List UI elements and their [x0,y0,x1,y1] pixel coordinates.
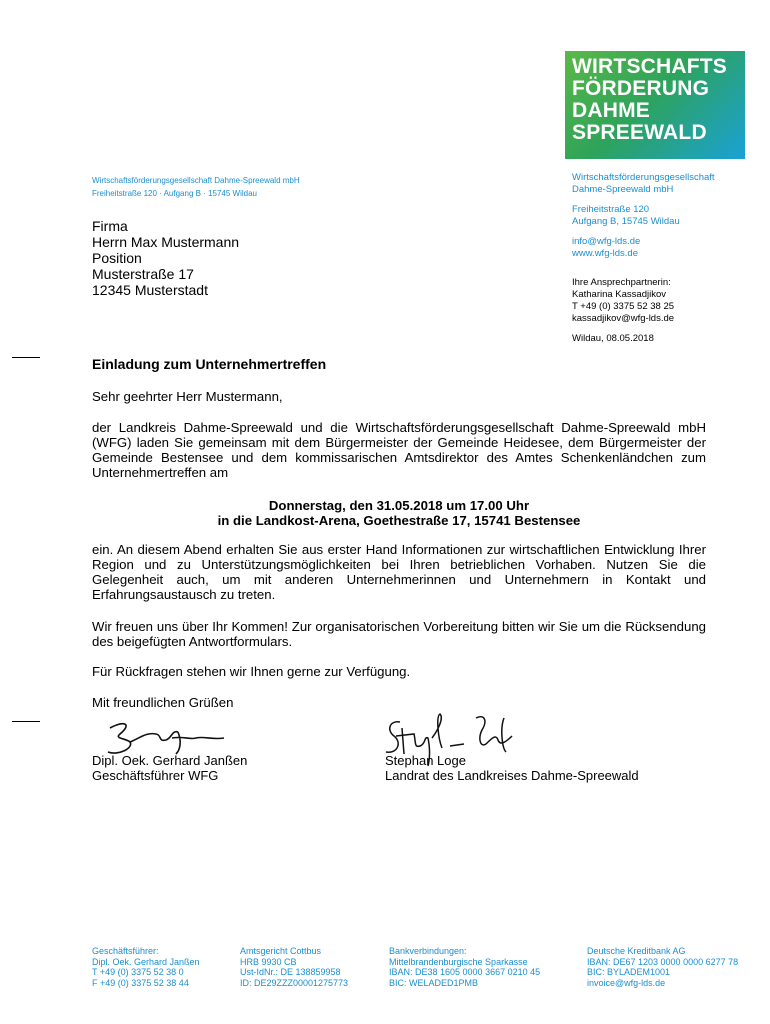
org-name-line2: Dahme-Spreewald mbH [572,184,674,195]
recipient-line: Musterstraße 17 [92,266,194,282]
footer-line: Amtsgericht Cottbus [240,946,322,956]
fold-mark [12,357,40,358]
fold-mark [12,721,40,722]
event-details [92,498,706,528]
event-date: Donnerstag, den 31.05.2018 um 17.00 Uhr [268,498,530,513]
footer-line: Mittelbrandenburgische Sparkasse [389,956,528,967]
org-website[interactable]: www.wfg-lds.de [572,248,638,259]
org-email[interactable]: info@wfg-lds.de [572,236,641,247]
sender-return-address [92,175,300,199]
body-paragraph: Für Rückfragen stehen wir Ihnen gerne zur Verfügung. [92,664,411,679]
logo-line: WIRTSCHAFTS [572,55,728,78]
footer-line: ID: DE29ZZZ00001275773 [240,977,349,988]
footer-line: Deutsche Kreditbank AG [587,946,686,956]
recipient-address [92,218,239,298]
sender-info-block [572,172,762,345]
signatory-name: Dipl. Oek. Gerhard Janßen [92,753,248,768]
footer-line: IBAN: DE38 1605 0000 3667 0210 45 [389,967,541,977]
footer-column-register [240,946,348,988]
footer-line: BIC: WELADED1PMB [389,977,479,988]
salutation: Sehr geehrter Herr Mustermann, [92,389,283,404]
contact-phone: T +49 (0) 3375 52 38 25 [572,301,675,312]
footer-line: Geschäftsführer: [92,946,159,956]
body-paragraph: der Landkreis Dahme-Spreewald und die Wirtschaftsförderungsgesellschaft Dahme-Spreewald mbH (WFG) laden Sie gemeinsam mit dem Bürgermeister der Gemeinde Heidesee, dem Bürgermeister der Gemeinde Bestensee und dem kommissarischen Amtsdirektor des Amtes Schenkenländchen zum Unternehmertreffen am [92,420,706,480]
letter-date: Wildau, 08.05.2018 [572,333,654,344]
signatory-right [385,753,639,783]
recipient-line: Herrn Max Mustermann [92,234,240,250]
signatory-title: Landrat des Landkreises Dahme-Spreewald [385,768,639,783]
closing: Mit freundlichen Grüßen [92,695,234,710]
logo-line: FÖRDERUNG [572,77,710,100]
recipient-line: 12345 Musterstadt [92,282,208,298]
signatory-title: Geschäftsführer WFG [92,768,219,783]
footer-column-bank1 [389,946,540,988]
logo-line: SPREEWALD [572,121,707,144]
body-paragraph: ein. An diesem Abend erhalten Sie aus erster Hand Informationen zur wirtschaftlichen Entwicklung Ihrer Region und zu Unterstützungsmöglichkeiten bei Ihren betrieblichen Vorhaben. Nutzen Sie die Gelegenheit auch, um mit anderen Unternehmerinnen und Unternehmern in Kontakt und Erfahrungsaustausch zu treten. [92,542,706,602]
footer-line: IBAN: DE67 1203 0000 0000 6277 78 [587,956,739,967]
footer-line: F +49 (0) 3375 52 38 44 [92,977,189,988]
footer-line: Ust-IdNr.: DE 138859958 [240,967,341,977]
footer-line[interactable]: invoice@wfg-lds.de [587,977,666,988]
contact-email[interactable]: kassadjikov@wfg-lds.de [572,313,675,324]
footer-column-bank2 [587,946,738,988]
company-logo [565,51,745,159]
sender-name: Wirtschaftsförderungsgesellschaft Dahme-Spreewald mbH [92,176,300,185]
signatory-name: Stephan Loge [385,753,466,768]
contact-name: Katharina Kassadjikov [572,289,666,300]
signatory-left [92,753,247,783]
org-name-line1: Wirtschaftsförderungsgesellschaft [572,172,715,183]
letter-subject: Einladung zum Unternehmertreffen [92,356,327,372]
footer-line: BIC: BYLADEM1001 [587,967,671,977]
footer-line: Dipl. Oek. Gerhard Janßen [92,956,200,967]
contact-label: Ihre Ansprechpartnerin: [572,277,671,288]
footer-column-management [92,946,200,988]
footer-line: Bankverbindungen: [389,946,467,956]
logo-line: DAHME [572,99,650,122]
footer-line: T +49 (0) 3375 52 38 0 [92,967,184,977]
footer-line: HRB 9930 CB [240,956,297,967]
event-location: in die Landkost-Arena, Goethestraße 17, 15741 Bestensee [217,513,581,528]
sender-address: Freiheitstraße 120 · Aufgang B · 15745 Wildau [92,189,257,198]
recipient-line: Position [92,250,142,266]
body-paragraph: Wir freuen uns über Ihr Kommen! Zur organisatorischen Vorbereitung bitten wir Sie um die Rücksendung des beigefügten Antwortformulars. [92,619,706,649]
recipient-line: Firma [92,218,128,234]
org-city: Aufgang B, 15745 Wildau [572,216,680,227]
org-street: Freiheitstraße 120 [572,204,650,215]
